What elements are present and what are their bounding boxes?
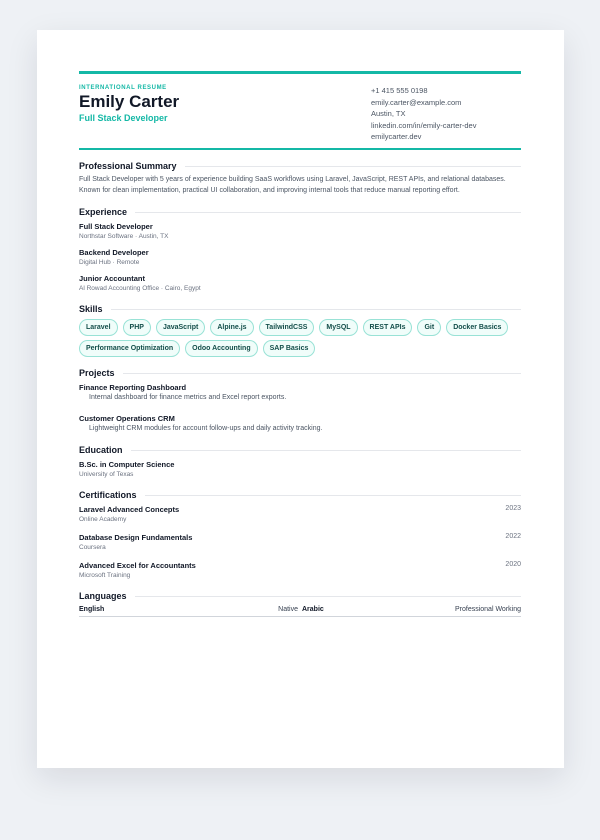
certifications-heading-row (79, 489, 521, 501)
certification-entry (79, 505, 521, 524)
certification-title: Database Design Fundamentals (79, 533, 193, 542)
skill-chip: PHP (123, 319, 151, 336)
resume-eyebrow: INTERNATIONAL RESUME (79, 85, 167, 91)
contact-linkedin[interactable]: linkedin.com/in/emily-carter-dev (371, 120, 477, 130)
projects-heading-row (79, 367, 521, 379)
education-heading-row (79, 444, 521, 456)
certification-issuer: Microsoft Training (79, 572, 131, 579)
certification-info (79, 533, 192, 552)
project-description: Internal dashboard for finance metrics and Excel report exports. (89, 394, 287, 401)
skill-chip: TailwindCSS (259, 319, 315, 336)
certification-title: Advanced Excel for Accountants (79, 561, 196, 570)
candidate-name: Emily Carter (79, 92, 180, 111)
projects-section (79, 367, 521, 434)
experience-entry (79, 274, 521, 293)
skill-chip: SAP Basics (263, 340, 316, 357)
section-divider (131, 450, 521, 451)
project-title: Customer Operations CRM (79, 414, 175, 423)
section-title: Experience (79, 207, 128, 217)
section-title: Skills (79, 304, 103, 314)
resume-content (79, 71, 521, 617)
language-item (298, 606, 521, 613)
job-company: Al Rowad Accounting Office · Cairo, Egypt (79, 285, 201, 292)
language-level: Professional Working (454, 606, 521, 613)
education-entry (79, 460, 521, 479)
skill-chip: Git (417, 319, 441, 336)
language-name: Arabic (302, 606, 324, 613)
skills-section (79, 303, 521, 357)
certification-info (79, 561, 196, 580)
skill-chip: Laravel (79, 319, 118, 336)
header-identity (79, 82, 179, 148)
school-name: University of Texas (79, 471, 134, 478)
skill-chips (79, 319, 521, 357)
contact-website[interactable]: emilycarter.dev (371, 132, 422, 141)
certification-entry (79, 533, 521, 552)
summary-heading-row (79, 160, 521, 172)
contact-phone: +1 415 555 0198 (371, 86, 428, 95)
skill-chip: JavaScript (156, 319, 205, 336)
resume-page (37, 30, 564, 768)
education-section (79, 444, 521, 479)
skills-heading-row (79, 303, 521, 315)
certification-info (79, 505, 179, 524)
certification-issuer: Online Academy (79, 516, 127, 523)
section-title: Certifications (79, 490, 137, 500)
degree-title: B.Sc. in Computer Science (79, 460, 175, 469)
languages-row (79, 606, 521, 617)
languages-heading-row (79, 590, 521, 602)
section-divider (135, 596, 521, 597)
job-title: Junior Accountant (79, 274, 145, 283)
summary-section (79, 160, 521, 196)
certification-year: 2023 (505, 505, 521, 512)
skill-chip: Docker Basics (446, 319, 508, 336)
experience-entry (79, 222, 521, 241)
project-title: Finance Reporting Dashboard (79, 383, 187, 392)
project-description: Lightweight CRM modules for account follow-ups and daily activity tracking. (89, 425, 323, 432)
certifications-section (79, 489, 521, 580)
section-divider (185, 166, 521, 167)
certification-year: 2022 (505, 533, 521, 540)
resume-header (79, 74, 521, 148)
section-title: Projects (79, 368, 115, 378)
skill-chip: Performance Optimization (79, 340, 180, 357)
project-entry (79, 414, 521, 434)
skill-chip: REST APIs (363, 319, 413, 336)
section-divider (111, 309, 521, 310)
certification-entry (79, 561, 521, 580)
contact-info (371, 82, 521, 148)
skill-chip: Alpine.js (210, 319, 253, 336)
languages-section (79, 590, 521, 617)
summary-text: Full Stack Developer with 5 years of experience building SaaS workflows using Laravel, JavaScript, REST APIs, and relational databases. Known for clean implementation, practical UI collaboration, and improving internal tools that reduce manual reporting effort. (79, 176, 506, 194)
section-divider (123, 373, 521, 374)
certification-issuer: Coursera (79, 544, 106, 551)
section-divider (135, 212, 521, 213)
certification-title: Laravel Advanced Concepts (79, 505, 180, 514)
skill-chip: Odoo Accounting (185, 340, 257, 357)
certification-year: 2020 (505, 561, 521, 568)
header-divider (79, 148, 521, 150)
job-company: Digital Hub · Remote (79, 259, 140, 266)
experience-heading-row (79, 206, 521, 218)
language-level: Native (278, 606, 298, 613)
job-company: Northstar Software · Austin, TX (79, 233, 169, 240)
section-title: Languages (79, 591, 127, 601)
language-name: English (79, 606, 105, 613)
experience-section (79, 206, 521, 293)
section-title: Professional Summary (79, 161, 177, 171)
job-title: Full Stack Developer (79, 222, 153, 231)
project-entry (79, 383, 521, 403)
section-title: Education (79, 445, 123, 455)
section-divider (145, 495, 521, 496)
candidate-title: Full Stack Developer (79, 113, 168, 123)
skill-chip: MySQL (319, 319, 357, 336)
contact-email[interactable]: emily.carter@example.com (371, 97, 462, 107)
experience-entry (79, 248, 521, 267)
language-item (79, 606, 298, 613)
job-title: Backend Developer (79, 248, 149, 257)
contact-location: Austin, TX (371, 109, 406, 118)
